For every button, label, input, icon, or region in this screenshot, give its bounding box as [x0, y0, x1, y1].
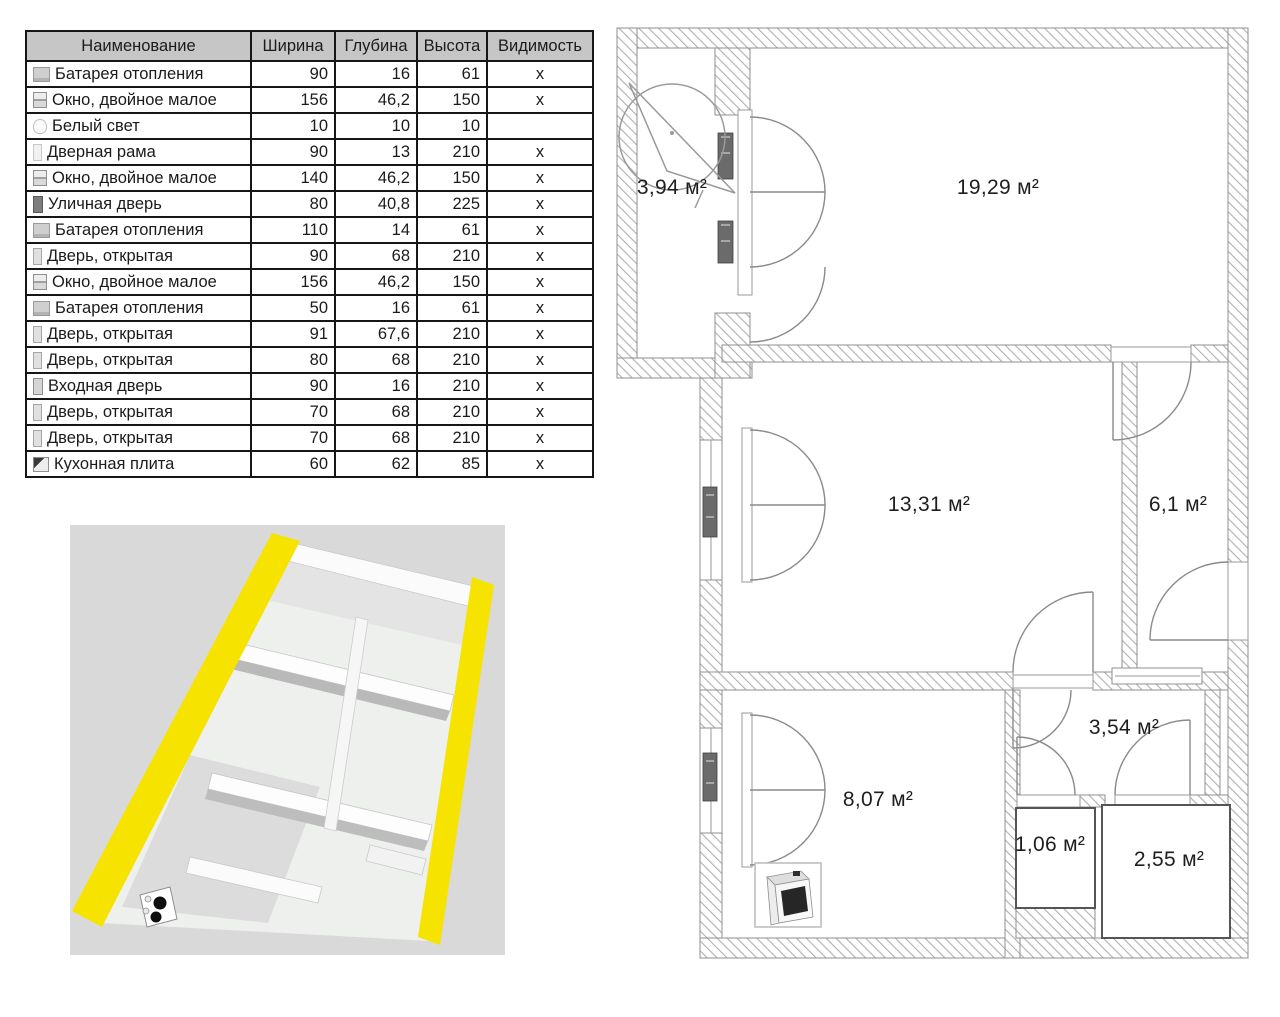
furniture-row[interactable] — [26, 373, 593, 399]
item-height-cell[interactable]: 85 — [417, 451, 487, 477]
item-name-label: Батарея отопления — [55, 299, 204, 317]
item-height-cell[interactable]: 61 — [417, 61, 487, 87]
item-width-cell[interactable]: 90 — [251, 139, 335, 165]
item-depth-cell[interactable]: 68 — [335, 425, 417, 451]
item-depth-cell[interactable]: 40,8 — [335, 191, 417, 217]
item-visibility-cell[interactable]: x — [487, 165, 593, 191]
item-name-cell[interactable] — [26, 139, 251, 165]
item-height-cell[interactable]: 210 — [417, 347, 487, 373]
3d-view — [70, 525, 505, 955]
item-visibility-cell[interactable]: x — [487, 425, 593, 451]
item-depth-cell[interactable]: 68 — [335, 399, 417, 425]
door-icon — [33, 404, 42, 421]
item-name-label: Дверь, открытая — [47, 429, 173, 447]
item-width-cell[interactable]: 90 — [251, 243, 335, 269]
stove-icon — [33, 457, 49, 472]
item-height-cell[interactable]: 210 — [417, 425, 487, 451]
item-name-cell[interactable] — [26, 165, 251, 191]
item-height-cell[interactable]: 150 — [417, 165, 487, 191]
light-icon — [33, 119, 47, 134]
door-icon — [33, 430, 42, 447]
door-icon — [33, 326, 42, 343]
room-label-room-807: 8,07 м² — [842, 788, 914, 811]
item-height-cell[interactable]: 210 — [417, 399, 487, 425]
stove-icon — [755, 863, 821, 927]
furniture-row[interactable] — [26, 347, 593, 373]
item-depth-cell[interactable]: 46,2 — [335, 87, 417, 113]
item-name-cell[interactable] — [26, 61, 251, 87]
item-name-cell[interactable] — [26, 321, 251, 347]
item-width-cell[interactable]: 90 — [251, 373, 335, 399]
item-width-cell[interactable]: 156 — [251, 87, 335, 113]
radiator-icon — [33, 223, 50, 238]
item-height-cell[interactable]: 61 — [417, 217, 487, 243]
item-visibility-cell[interactable]: x — [487, 191, 593, 217]
3d-view-canvas — [70, 525, 505, 955]
item-name-label: Кухонная плита — [54, 455, 175, 473]
room-label-bathroom: 2,55 м² — [1133, 848, 1205, 871]
item-name-cell[interactable] — [26, 269, 251, 295]
item-visibility-cell[interactable]: x — [487, 61, 593, 87]
item-height-cell[interactable]: 210 — [417, 321, 487, 347]
item-width-cell[interactable]: 10 — [251, 113, 335, 139]
item-width-cell[interactable]: 90 — [251, 61, 335, 87]
item-name-label: Входная дверь — [48, 377, 163, 395]
furniture-row[interactable] — [26, 191, 593, 217]
item-name-label: Дверная рама — [47, 143, 156, 161]
plan-doors — [750, 117, 1228, 865]
item-width-cell[interactable]: 91 — [251, 321, 335, 347]
item-visibility-cell[interactable]: x — [487, 243, 593, 269]
room-label-closet: 1,06 м² — [1014, 833, 1086, 856]
item-depth-cell[interactable]: 13 — [335, 139, 417, 165]
item-visibility-cell[interactable]: x — [487, 269, 593, 295]
entry-door-icon — [33, 378, 43, 395]
item-depth-cell[interactable]: 68 — [335, 243, 417, 269]
radiator-icon — [33, 67, 50, 82]
item-visibility-cell[interactable]: x — [487, 451, 593, 477]
item-name-cell[interactable] — [26, 243, 251, 269]
door-icon — [33, 248, 42, 265]
furniture-row[interactable] — [26, 295, 593, 321]
item-visibility-cell[interactable]: x — [487, 373, 593, 399]
item-name-cell[interactable] — [26, 399, 251, 425]
item-height-cell[interactable]: 150 — [417, 269, 487, 295]
room-label-hallway: 3,94 м² — [636, 176, 708, 199]
column-header-width[interactable]: Ширина — [251, 31, 335, 61]
room-label-living: 19,29 м² — [956, 176, 1040, 199]
item-name-label: Дверь, открытая — [47, 403, 173, 421]
item-height-cell[interactable]: 225 — [417, 191, 487, 217]
item-name-label: Окно, двойное малое — [52, 91, 217, 109]
window-icon — [33, 274, 47, 290]
item-name-label: Белый свет — [52, 117, 140, 135]
item-width-cell[interactable]: 60 — [251, 451, 335, 477]
item-depth-cell[interactable]: 14 — [335, 217, 417, 243]
item-name-label: Дверь, открытая — [47, 247, 173, 265]
item-name-cell[interactable] — [26, 425, 251, 451]
furniture-row[interactable] — [26, 425, 593, 451]
item-name-label: Дверь, открытая — [47, 325, 173, 343]
item-height-cell[interactable]: 150 — [417, 87, 487, 113]
item-height-cell[interactable]: 10 — [417, 113, 487, 139]
item-depth-cell[interactable]: 68 — [335, 347, 417, 373]
item-depth-cell[interactable]: 62 — [335, 451, 417, 477]
furniture-table — [25, 30, 594, 478]
item-name-label: Окно, двойное малое — [52, 273, 217, 291]
door-frame-icon — [33, 144, 42, 161]
item-name-label: Окно, двойное малое — [52, 169, 217, 187]
room-label-kitchen: 6,1 м² — [1148, 493, 1208, 516]
item-name-cell[interactable] — [26, 191, 251, 217]
item-visibility-cell[interactable]: x — [487, 87, 593, 113]
item-name-label: Дверь, открытая — [47, 351, 173, 369]
item-name-cell[interactable] — [26, 373, 251, 399]
item-depth-cell[interactable]: 16 — [335, 373, 417, 399]
furniture-row[interactable] — [26, 139, 593, 165]
item-visibility-cell[interactable]: x — [487, 321, 593, 347]
floor-plan — [615, 25, 1250, 960]
column-header-height[interactable]: Высота — [417, 31, 487, 61]
item-visibility-cell[interactable]: x — [487, 295, 593, 321]
item-visibility-cell[interactable]: x — [487, 217, 593, 243]
item-name-label: Батарея отопления — [55, 65, 204, 83]
item-name-label: Батарея отопления — [55, 221, 204, 239]
item-width-cell[interactable]: 70 — [251, 399, 335, 425]
furniture-row[interactable] — [26, 321, 593, 347]
furniture-row[interactable] — [26, 87, 593, 113]
item-height-cell[interactable]: 210 — [417, 243, 487, 269]
item-name-cell[interactable] — [26, 217, 251, 243]
item-name-cell[interactable] — [26, 347, 251, 373]
radiator-icon — [33, 301, 50, 316]
item-width-cell[interactable]: 110 — [251, 217, 335, 243]
item-height-cell[interactable]: 210 — [417, 139, 487, 165]
item-depth-cell[interactable]: 46,2 — [335, 165, 417, 191]
item-depth-cell[interactable]: 16 — [335, 295, 417, 321]
item-visibility-cell[interactable]: x — [487, 399, 593, 425]
furniture-table-body — [26, 61, 593, 477]
item-height-cell[interactable]: 210 — [417, 373, 487, 399]
window-icon — [33, 92, 47, 108]
item-width-cell[interactable]: 156 — [251, 269, 335, 295]
item-depth-cell[interactable]: 46,2 — [335, 269, 417, 295]
item-depth-cell[interactable]: 67,6 — [335, 321, 417, 347]
room-label-corridor: 3,54 м² — [1088, 716, 1160, 739]
item-width-cell[interactable]: 50 — [251, 295, 335, 321]
street-door-icon — [33, 196, 43, 213]
door-icon — [33, 352, 42, 369]
item-height-cell[interactable]: 61 — [417, 295, 487, 321]
item-depth-cell[interactable]: 10 — [335, 113, 417, 139]
item-visibility-cell[interactable]: x — [487, 347, 593, 373]
furniture-row[interactable] — [26, 399, 593, 425]
column-header-depth[interactable]: Глубина — [335, 31, 417, 61]
furniture-table-header — [26, 31, 593, 61]
item-name-cell[interactable] — [26, 87, 251, 113]
item-name-cell[interactable] — [26, 295, 251, 321]
item-depth-cell[interactable]: 16 — [335, 61, 417, 87]
furniture-table-container — [25, 30, 594, 478]
window-icon — [33, 170, 47, 186]
furniture-row[interactable] — [26, 61, 593, 87]
item-width-cell[interactable]: 80 — [251, 347, 335, 373]
item-width-cell[interactable]: 70 — [251, 425, 335, 451]
item-width-cell[interactable]: 140 — [251, 165, 335, 191]
furniture-row[interactable] — [26, 451, 593, 477]
item-name-cell[interactable] — [26, 451, 251, 477]
item-visibility-cell[interactable]: x — [487, 139, 593, 165]
column-header-name[interactable]: Наименование — [26, 31, 251, 61]
furniture-row[interactable] — [26, 243, 593, 269]
furniture-row[interactable] — [26, 113, 593, 139]
furniture-row[interactable] — [26, 269, 593, 295]
plan-windows — [700, 110, 1248, 867]
room-label-bedroom: 13,31 м² — [887, 493, 971, 516]
item-name-label: Уличная дверь — [48, 195, 162, 213]
item-width-cell[interactable]: 80 — [251, 191, 335, 217]
furniture-row[interactable] — [26, 165, 593, 191]
furniture-row[interactable] — [26, 217, 593, 243]
item-name-cell[interactable] — [26, 113, 251, 139]
column-header-visibility[interactable]: Видимость — [487, 31, 593, 61]
item-visibility-cell[interactable] — [487, 113, 593, 139]
